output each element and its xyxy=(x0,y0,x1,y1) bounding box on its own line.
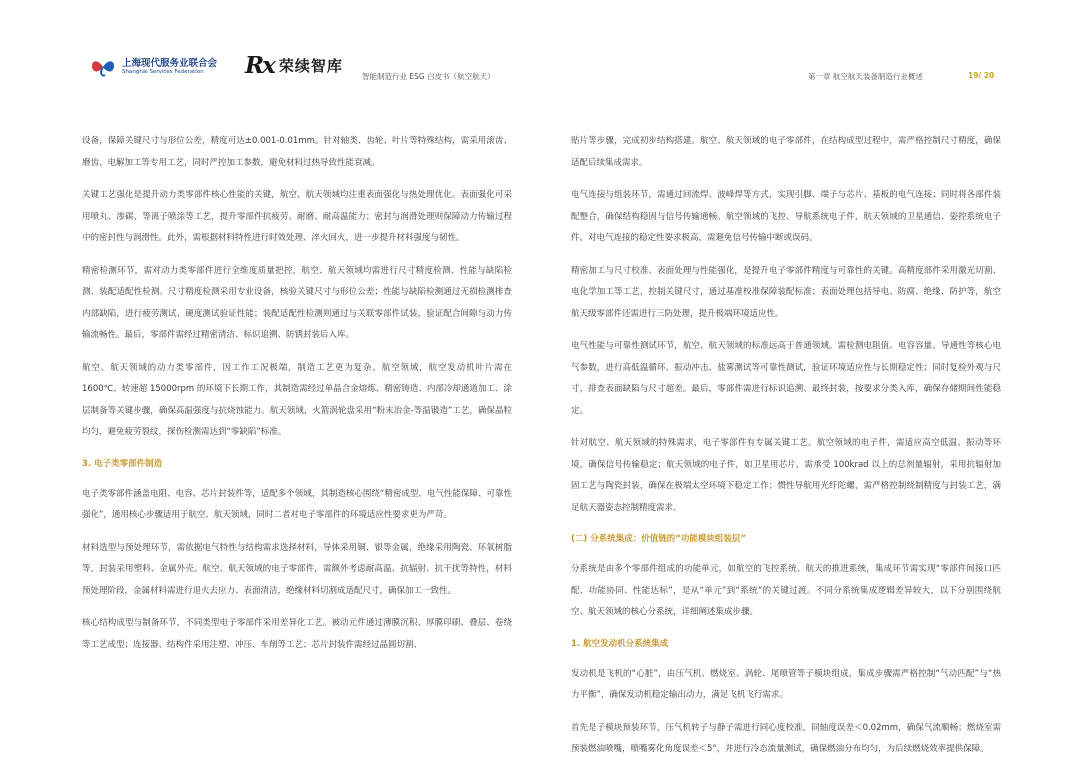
right-column xyxy=(571,131,1001,772)
paragraph: 电气性能与可靠性测试环节，航空、航天领域的标准远高于普通领域。需检测电阻值、电容容量、导通性等核心电气参数，进行高低温循环、振动冲击、盐雾测试等可靠性测试，验证环境适应性与长期稳定性；同时复检外观与尺寸，排查表面缺陷与尺寸超差。最后，零部件需进行标识追溯、最终封装，按要求分类入库，确保存储期间性能稳定。 xyxy=(571,341,1001,416)
page-number: 19/ 20 xyxy=(968,71,995,80)
paragraph: 航空、航天领域的动力类零部件，因工作工况极端，制造工艺更为复杂。航空领域，航空发动机叶片需在 1600℃、转速超 15000rpm 的环境下长期工作，其制造需经过单晶合金熔炼、精密铸造、内部冷却通道加工、涂层制备等关键步骤，确保高温强度与抗烧蚀能力。航天领域，火箭涡轮盘采用“粉末冶金-等温锻造”工艺，确保晶粒均匀，避免疲劳裂纹，探伤检测需达到“零缺陷”标准。 xyxy=(82,362,512,437)
paragraph: 分系统是由多个零部件组成的功能单元，如航空的飞控系统、航天的推进系统，集成环节需实现“零部件间接口匹配、功能协同、性能达标”，是从“单元”到“系统”的关键过渡。不同分系统集成逻辑差异较大，以下分别围绕航空、航天领域的核心分系统，详细阐述集成步骤。 xyxy=(571,564,1001,617)
paragraph: 电气连接与组装环节，需通过回流焊、波峰焊等方式，实现引脚、端子与芯片、基板的电气连接；同时将各部件装配整合，确保结构稳固与信号传输通畅。航空领域的飞控、导航系统电子件，航天领域的卫星通信、姿控系统电子件，对电气连接的稳定性要求极高，需避免信号传输中断或误码。 xyxy=(571,190,1001,243)
paragraph: 关键工艺强化是提升动力类零部件核心性能的关键，航空、航天领域均注重表面强化与热处理优化。表面强化可采用喷丸、渗碳、等离子喷涂等工艺，提升零部件抗疲劳、耐磨、耐高温能力；密封与润滑处理则保障动力传输过程中的密封性与润滑性。此外，需根据材料特性进行时效处理、淬火回火，进一步提升材料强度与韧性。 xyxy=(82,190,512,243)
paragraph: 设备，保障关键尺寸与形位公差，精度可达±0.001-0.01mm。针对轴类、齿轮、叶片等特殊结构，需采用滚齿、磨齿、电解加工等专用工艺，同时严控加工参数，避免材料过热导致性能衰减。 xyxy=(82,136,512,168)
paragraph: 精密加工与尺寸校准、表面处理与性能强化，是提升电子零部件精度与可靠性的关键。高精度部件采用激光切割、电化学加工等工艺，控制关键尺寸，通过基准校准保障装配标准；表面处理包括导电、防腐、绝缘、防护等，航空航天级零部件还需进行三防处理，提升极端环境适应性。 xyxy=(571,265,1001,319)
ssf-logo-icon xyxy=(90,55,116,79)
paragraph: 核心结构成型与制备环节，不同类型电子零部件采用差异化工艺。被动元件通过薄膜沉积、厚膜印刷、叠层、卷绕等工艺成型；连接器、结构件采用注塑、冲压、车削等工艺；芯片封装件需经过晶圆切割、 xyxy=(82,618,512,650)
left-column xyxy=(82,131,512,667)
paragraph: 针对航空、航天领域的特殊需求，电子零部件有专属关键工艺。航空领域的电子件，需适应高空低温、振动等环境，确保信号传输稳定；航天领域的电子件，如卫星用芯片，需承受 100krad 以上的总剂量辐射，采用抗辐射加固工艺与陶瓷封装，确保在极端太空环境下稳定工作；惯性导航用光纤陀螺，需严格控制绕制精度与封装工艺，满足航天器姿态控制精度需求。 xyxy=(571,438,1001,513)
org-name-en: Shanghai Services Federation xyxy=(122,69,204,75)
rx-mark-text: Rx xyxy=(245,52,274,79)
brand-logo xyxy=(245,52,343,79)
section-heading: 3. 电子类零部件制造 xyxy=(82,458,163,469)
brand-name: 荣续智库 xyxy=(278,57,343,75)
chapter-title: 第一章 航空航天装备制造行业概述 xyxy=(808,72,923,81)
paragraph: 贴片等步骤，完成初步结构搭建。航空、航天领域的电子零部件，在结构成型过程中，需严格控制尺寸精度，确保适配后续集成需求。 xyxy=(571,136,1001,168)
paragraph: 发动机是飞机的“心脏”，由压气机、燃烧室、涡轮、尾喷管等子模块组成，集成步骤需严格控制“气动匹配”与“热力平衡”，确保发动机稳定输出动力，满足飞机飞行需求。 xyxy=(571,668,1001,700)
ssf-logo xyxy=(90,55,217,79)
document-title: 智能制造行业 ESG 白皮书（航空航天） xyxy=(362,72,495,81)
org-name-cn: 上海现代服务业联合会 xyxy=(122,57,218,69)
section-heading: (二) 分系统集成：价值链的“功能模块组装层” xyxy=(571,534,746,544)
paragraph: 首先是子模块预装环节，压气机转子与静子需进行同心度校准，同轴度误差＜0.02mm，确保气流顺畅；燃烧室需预装燃油喷嘴，喷嘴雾化角度误差＜5°，并进行冷态流量测试，确保燃油分布均匀，为后续燃烧效率提供保障。 xyxy=(571,722,1001,754)
page-header xyxy=(0,0,1080,100)
section-heading: 1. 航空发动机分系统集成 xyxy=(571,638,669,649)
paragraph: 材料选型与预处理环节，需依据电气特性与结构需求选择材料，导体采用铜、银等金属，绝缘采用陶瓷、环氧树脂等，封装采用塑料、金属外壳。航空、航天领域的电子零部件，需额外考虑耐高温、抗辐射、抗干扰等特性，材料预处理阶段，金属材料需进行退火去应力、表面清洁，绝缘材料切割成适配尺寸，确保加工一致性。 xyxy=(82,542,512,596)
paragraph: 精密检测环节，需对动力类零部件进行全维度质量把控，航空、航天领域均需进行尺寸精度检测、性能与缺陷检测、装配适配性检测。尺寸精度检测采用专业设备，核验关键尺寸与形位公差；性能与缺陷检测通过无损检测排查内部缺陷，进行疲劳测试、硬度测试验证性能；装配适配性检测则通过与关联零部件试装，验证配合间隙与动力传输流畅性。最后，零部件需经过精密清洁、标识追溯、防锈封装后入库。 xyxy=(82,265,512,340)
paragraph: 电子类零部件涵盖电阻、电容、芯片封装件等，适配多个领域，其制造核心围绕“精密成型、电气性能保障、可靠性强化”，通用核心步骤适用于航空、航天领域，同时二者对电子零部件的环境适应性要求更为严苛。 xyxy=(82,488,512,520)
rx-logo-icon xyxy=(245,52,274,79)
